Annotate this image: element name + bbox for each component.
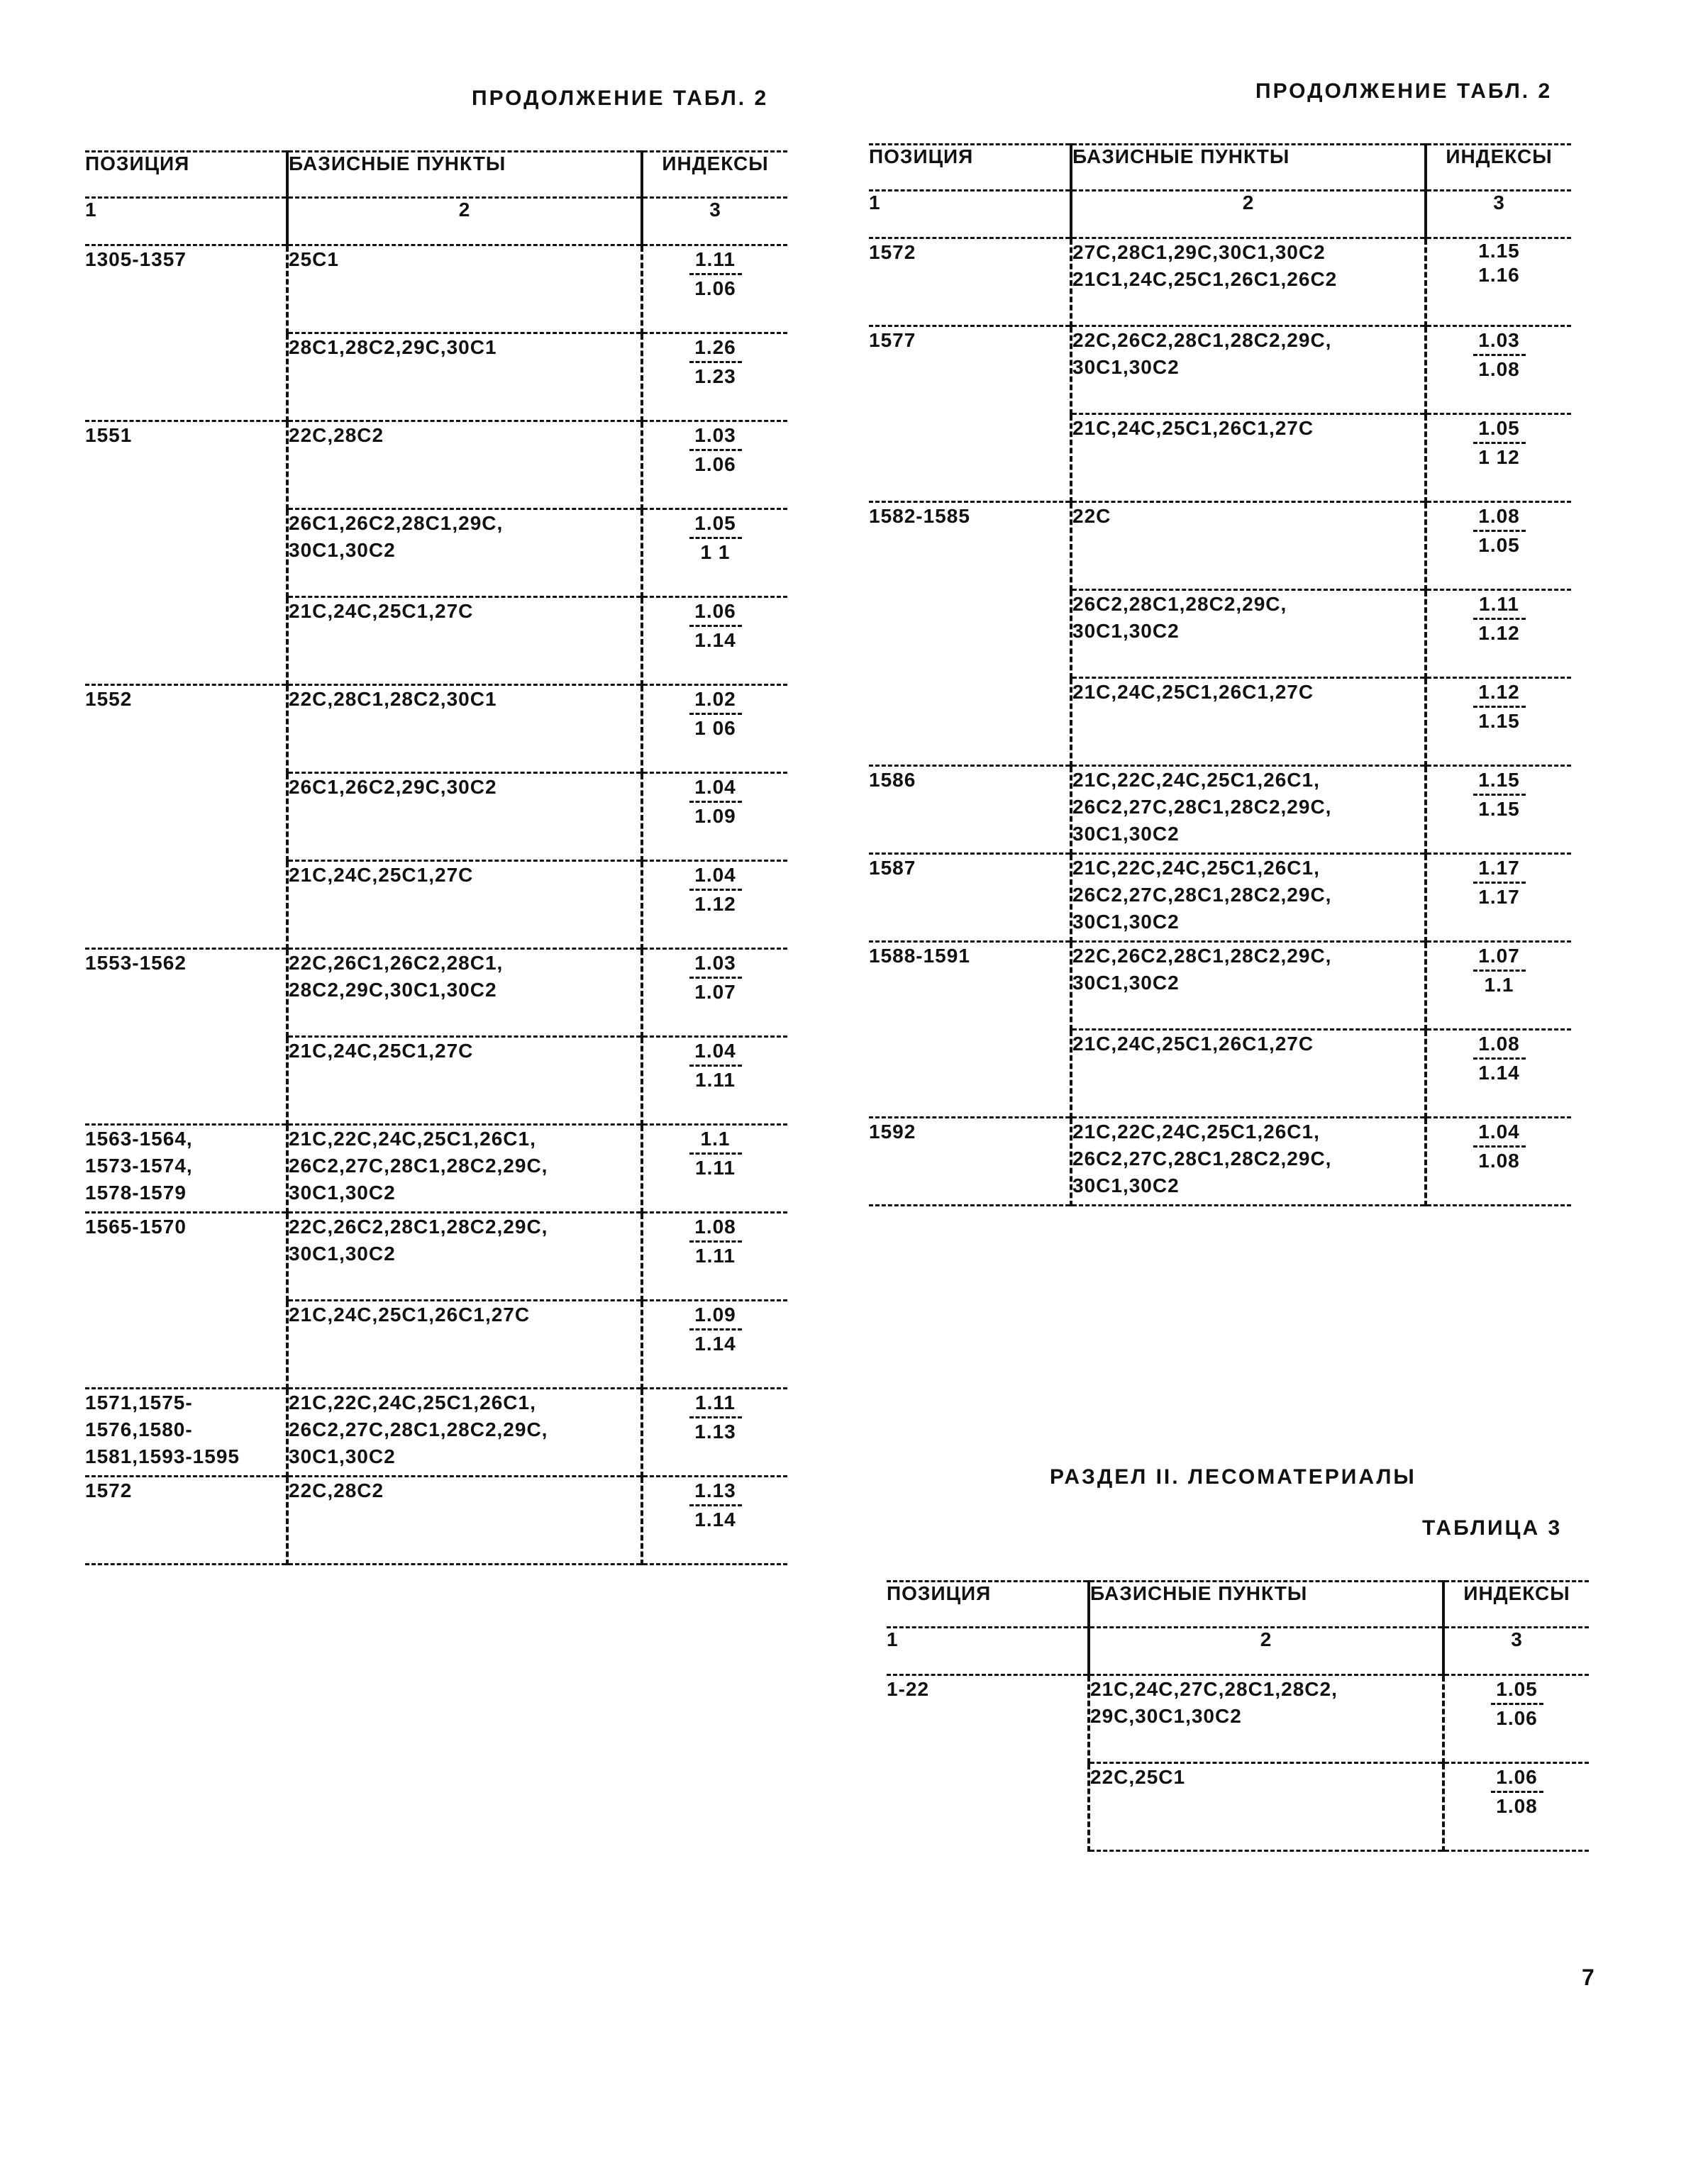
basis-points-cell bbox=[287, 1213, 642, 1301]
text-line: 1553-1562 bbox=[85, 952, 187, 974]
index-cell bbox=[642, 1301, 787, 1389]
text-line: 22С bbox=[1072, 505, 1111, 527]
page-number: 7 bbox=[1582, 1965, 1595, 1990]
index-cell bbox=[1426, 766, 1571, 854]
index-value-top: 1.03 bbox=[694, 952, 736, 974]
index-value-top: 1.04 bbox=[694, 864, 736, 886]
text-line: 26С2,28С1,28С2,29С, bbox=[1072, 593, 1287, 615]
index-value-bottom: 1.15 bbox=[1478, 798, 1520, 820]
index-cell bbox=[1426, 502, 1571, 590]
position-cell bbox=[85, 1389, 287, 1477]
position-cell bbox=[85, 1477, 287, 1565]
continuation-title: ПРОДОЛЖЕНИЕ ТАБЛ. 2 bbox=[472, 87, 769, 110]
index-value-bottom: 1.14 bbox=[694, 629, 736, 651]
index-value-top: 1.08 bbox=[1478, 505, 1520, 527]
basis-points-cell bbox=[287, 509, 642, 597]
basis-points-cell bbox=[1071, 942, 1426, 1030]
basis-points-cell bbox=[287, 245, 642, 333]
table-row bbox=[85, 1213, 787, 1301]
text-line: 1573-1574, bbox=[85, 1155, 193, 1177]
position-cell bbox=[85, 1213, 287, 1389]
index-value-bottom: 1.08 bbox=[1478, 1150, 1520, 1172]
continuation-title: ПРОДОЛЖЕНИЕ ТАБЛ. 2 bbox=[1255, 79, 1553, 103]
text-line: 25С1 bbox=[289, 248, 339, 270]
index-value-bottom: 1.14 bbox=[1478, 1062, 1520, 1084]
basis-points-cell bbox=[287, 861, 642, 949]
header-num-1: 1 bbox=[887, 1628, 1089, 1675]
text-line: 21С1,24С,25С1,26С1,26С2 bbox=[1072, 268, 1338, 290]
table-row bbox=[85, 1477, 787, 1565]
position-cell bbox=[869, 854, 1071, 942]
basis-points-cell bbox=[1071, 502, 1426, 590]
header-num-3: 3 bbox=[642, 198, 787, 245]
text-line: 21С,22С,24С,25С1,26С1, bbox=[289, 1128, 536, 1150]
index-cell bbox=[642, 1477, 787, 1565]
basis-points-cell bbox=[287, 597, 642, 685]
index-value-bottom: 1.11 bbox=[695, 1245, 736, 1267]
basis-points-cell bbox=[1071, 238, 1426, 326]
index-values bbox=[643, 1477, 787, 1533]
table-row bbox=[85, 1389, 787, 1477]
index-value-bottom: 1.06 bbox=[694, 453, 736, 475]
header-position: ПОЗИЦИЯ bbox=[85, 152, 287, 198]
text-line: 30С1,30С2 bbox=[1072, 823, 1180, 845]
index-cell bbox=[642, 1037, 787, 1125]
header-points: БАЗИСНЫЕ ПУНКТЫ bbox=[1071, 145, 1426, 191]
index-values bbox=[643, 246, 787, 302]
text-line: 30С1,30С2 bbox=[1072, 356, 1180, 378]
text-line: 1581,1593-1595 bbox=[85, 1445, 240, 1467]
table-row bbox=[887, 1675, 1589, 1763]
index-values bbox=[1427, 1118, 1571, 1174]
index-values bbox=[643, 950, 787, 1006]
index-values bbox=[643, 422, 787, 478]
table-row bbox=[869, 326, 1571, 414]
header-points: БАЗИСНЫЕ ПУНКТЫ bbox=[1089, 1582, 1443, 1628]
index-cell bbox=[1426, 854, 1571, 942]
text-line: 26С2,27С,28С1,28С2,29С, bbox=[1072, 884, 1332, 906]
header-indexes: ИНДЕКСЫ bbox=[642, 152, 787, 198]
text-line: 28С2,29С,30С1,30С2 bbox=[289, 979, 497, 1001]
basis-points-cell bbox=[1071, 854, 1426, 942]
text-line: 30С1,30С2 bbox=[289, 1182, 396, 1204]
index-cell bbox=[642, 685, 787, 773]
index-values bbox=[1427, 943, 1571, 999]
index-value-top: 1.11 bbox=[1479, 593, 1519, 615]
position-cell bbox=[85, 245, 287, 421]
index-value-bottom: 1.1 bbox=[1484, 974, 1514, 996]
position-cell bbox=[869, 942, 1071, 1118]
text-line: 1577 bbox=[869, 329, 916, 351]
index-cell bbox=[642, 861, 787, 949]
header-num-3: 3 bbox=[1443, 1628, 1589, 1675]
position-cell bbox=[869, 1118, 1071, 1206]
index-value-bottom: 1.13 bbox=[694, 1421, 736, 1443]
text-line: 1578-1579 bbox=[85, 1182, 187, 1204]
basis-points-cell bbox=[1071, 1118, 1426, 1206]
index-values bbox=[643, 334, 787, 390]
text-line: 21С,22С,24С,25С1,26С1, bbox=[1072, 1121, 1320, 1143]
index-value-top: 1.11 bbox=[695, 1392, 736, 1413]
position-cell bbox=[869, 238, 1071, 326]
text-line: 22С,28С2 bbox=[289, 424, 384, 446]
index-value-bottom: 1.06 bbox=[1496, 1707, 1538, 1729]
header-indexes: ИНДЕКСЫ bbox=[1426, 145, 1571, 191]
header-indexes: ИНДЕКСЫ bbox=[1443, 1582, 1589, 1628]
index-value-top: 1.04 bbox=[694, 776, 736, 798]
basis-points-cell bbox=[1071, 590, 1426, 678]
index-value-top: 1.08 bbox=[1478, 1033, 1520, 1055]
text-line: 22С,25С1 bbox=[1090, 1766, 1186, 1788]
index-values bbox=[643, 1213, 787, 1270]
basis-points-cell bbox=[1089, 1675, 1443, 1763]
text-line: 21С,24С,25С1,27С bbox=[289, 1040, 474, 1062]
index-value-top: 1.02 bbox=[694, 688, 736, 710]
index-value-bottom: 1.08 bbox=[1496, 1795, 1538, 1817]
index-cell bbox=[1443, 1675, 1589, 1763]
index-value-top: 1.07 bbox=[1478, 945, 1520, 967]
text-line: 26С2,27С,28С1,28С2,29С, bbox=[289, 1418, 548, 1440]
text-line: 1552 bbox=[85, 688, 133, 710]
index-values bbox=[1427, 855, 1571, 911]
index-values bbox=[643, 1389, 787, 1445]
text-line: 21С,24С,25С1,26С1,27С bbox=[1072, 417, 1314, 439]
header-num-2: 2 bbox=[1089, 1628, 1443, 1675]
text-line: 21С,24С,25С1,26С1,27С bbox=[1072, 681, 1314, 703]
index-value-bottom: 1.16 bbox=[1478, 264, 1520, 286]
basis-points-cell bbox=[287, 1125, 642, 1213]
index-value-top: 1.06 bbox=[1496, 1766, 1538, 1788]
index-values bbox=[643, 1126, 787, 1182]
basis-points-cell bbox=[1071, 326, 1426, 414]
table-row bbox=[85, 421, 787, 509]
index-value-bottom: 1.17 bbox=[1478, 886, 1520, 908]
text-line: 21С,22С,24С,25С1,26С1, bbox=[289, 1392, 536, 1413]
text-line: 1565-1570 bbox=[85, 1216, 187, 1238]
index-value-top: 1.05 bbox=[1478, 417, 1520, 439]
header-num-1: 1 bbox=[869, 191, 1071, 238]
text-line: 1587 bbox=[869, 857, 916, 879]
index-cell bbox=[642, 1389, 787, 1477]
index-cell bbox=[1426, 238, 1571, 326]
table-row bbox=[869, 238, 1571, 326]
basis-points-cell bbox=[1089, 1763, 1443, 1851]
text-line: 26С1,26С2,28С1,29С, bbox=[289, 512, 504, 534]
basis-points-cell bbox=[1071, 678, 1426, 766]
basis-points-cell bbox=[287, 773, 642, 861]
text-line: 21С,24С,25С1,26С1,27С bbox=[289, 1304, 531, 1326]
text-line: 30С1,30С2 bbox=[289, 1243, 396, 1265]
text-line: 1571,1575- bbox=[85, 1392, 193, 1413]
text-line: 26С2,27С,28С1,28С2,29С, bbox=[1072, 796, 1332, 818]
basis-points-cell bbox=[1071, 1030, 1426, 1118]
index-values bbox=[1427, 327, 1571, 383]
index-value-top: 1.04 bbox=[694, 1040, 736, 1062]
position-cell bbox=[85, 1125, 287, 1213]
text-line: 22С,28С2 bbox=[289, 1479, 384, 1501]
text-line: 1551 bbox=[85, 424, 133, 446]
table-row bbox=[85, 685, 787, 773]
index-value-top: 1.13 bbox=[694, 1479, 736, 1501]
index-cell bbox=[642, 421, 787, 509]
index-cell bbox=[1426, 590, 1571, 678]
index-values bbox=[643, 862, 787, 918]
index-value-top: 1.03 bbox=[1478, 329, 1520, 351]
text-line: 21С,24С,25С1,26С1,27С bbox=[1072, 1033, 1314, 1055]
index-value-bottom: 1.23 bbox=[694, 365, 736, 387]
text-line: 21С,22С,24С,25С1,26С1, bbox=[1072, 769, 1320, 791]
index-value-top: 1.15 bbox=[1478, 769, 1520, 791]
position-cell bbox=[869, 502, 1071, 766]
index-cell bbox=[1426, 1118, 1571, 1206]
index-value-top: 1.08 bbox=[694, 1216, 736, 1238]
index-value-top: 1.17 bbox=[1478, 857, 1520, 879]
basis-points-cell bbox=[287, 421, 642, 509]
index-cell bbox=[642, 773, 787, 861]
text-line: 27С,28С1,29С,30С1,30С2 bbox=[1072, 241, 1326, 263]
header-num-3: 3 bbox=[1426, 191, 1571, 238]
index-values bbox=[643, 598, 787, 654]
basis-points-cell bbox=[1071, 766, 1426, 854]
position-cell bbox=[85, 949, 287, 1125]
text-line: 29С,30С1,30С2 bbox=[1090, 1705, 1242, 1727]
text-line: 21С,22С,24С,25С1,26С1, bbox=[1072, 857, 1320, 879]
text-line: 26С2,27С,28С1,28С2,29С, bbox=[289, 1155, 548, 1177]
index-value-top: 1.1 bbox=[700, 1128, 731, 1150]
index-cell bbox=[642, 1213, 787, 1301]
text-line: 1592 bbox=[869, 1121, 916, 1143]
text-line: 1305-1357 bbox=[85, 248, 187, 270]
index-value-top: 1.09 bbox=[694, 1304, 736, 1326]
basis-points-cell bbox=[287, 1389, 642, 1477]
index-cell bbox=[1426, 326, 1571, 414]
text-line: 22С,26С1,26С2,28С1, bbox=[289, 952, 504, 974]
index-values bbox=[1427, 239, 1571, 287]
text-line: 1563-1564, bbox=[85, 1128, 193, 1150]
index-cell bbox=[642, 509, 787, 597]
table-row bbox=[85, 245, 787, 333]
index-value-bottom: 1.06 bbox=[694, 277, 736, 299]
text-line: 21С,24С,27С,28С1,28С2, bbox=[1090, 1678, 1338, 1700]
index-value-bottom: 1.14 bbox=[694, 1333, 736, 1355]
text-line: 28С1,28С2,29С,30С1 bbox=[289, 336, 497, 358]
index-value-top: 1.05 bbox=[1496, 1678, 1538, 1700]
basis-points-cell bbox=[1071, 414, 1426, 502]
index-values bbox=[643, 510, 787, 566]
index-values bbox=[643, 774, 787, 830]
text-line: 1572 bbox=[869, 241, 916, 263]
text-line: 30С1,30С2 bbox=[1072, 972, 1180, 994]
header-num-1: 1 bbox=[85, 198, 287, 245]
index-values bbox=[643, 686, 787, 742]
text-line: 1586 bbox=[869, 769, 916, 791]
text-line: 22С,26С2,28С1,28С2,29С, bbox=[1072, 945, 1332, 967]
index-value-top: 1.26 bbox=[694, 336, 736, 358]
index-value-bottom: 1.09 bbox=[694, 805, 736, 827]
text-line: 30С1,30С2 bbox=[1072, 1174, 1180, 1196]
index-cell bbox=[642, 245, 787, 333]
header-position: ПОЗИЦИЯ bbox=[869, 145, 1071, 191]
index-value-top: 1.05 bbox=[694, 512, 736, 534]
index-value-bottom: 1.08 bbox=[1478, 358, 1520, 380]
text-line: 21С,24С,25С1,27С bbox=[289, 600, 474, 622]
section-title: РАЗДЕЛ II. ЛЕСОМАТЕРИАЛЫ bbox=[1050, 1465, 1416, 1489]
table-row bbox=[869, 766, 1571, 854]
header-points: БАЗИСНЫЕ ПУНКТЫ bbox=[287, 152, 642, 198]
index-table-left bbox=[85, 150, 787, 1565]
index-value-bottom: 1.12 bbox=[1478, 622, 1520, 644]
index-cell bbox=[1426, 678, 1571, 766]
text-line: 22С,26С2,28С1,28С2,29С, bbox=[1072, 329, 1332, 351]
text-line: 30С1,30С2 bbox=[289, 539, 396, 561]
index-cell bbox=[642, 949, 787, 1037]
text-line: 1576,1580- bbox=[85, 1418, 193, 1440]
index-values bbox=[1445, 1676, 1589, 1732]
text-line: 30С1,30С2 bbox=[1072, 911, 1180, 933]
index-cell bbox=[1426, 942, 1571, 1030]
text-line: 26С2,27С,28С1,28С2,29С, bbox=[1072, 1148, 1332, 1170]
position-cell bbox=[85, 421, 287, 685]
text-line: 30С1,30С2 bbox=[1072, 620, 1180, 642]
index-value-bottom: 1.12 bbox=[694, 893, 736, 915]
text-line: 1-22 bbox=[887, 1678, 930, 1700]
index-table-right bbox=[869, 143, 1571, 1206]
table-row bbox=[869, 942, 1571, 1030]
index-value-top: 1.06 bbox=[694, 600, 736, 622]
index-cell bbox=[642, 597, 787, 685]
text-line: 22С,28С1,28С2,30С1 bbox=[289, 688, 497, 710]
basis-points-cell bbox=[287, 1301, 642, 1389]
basis-points-cell bbox=[287, 333, 642, 421]
index-cell bbox=[1443, 1763, 1589, 1851]
table-row bbox=[85, 949, 787, 1037]
index-values bbox=[1445, 1764, 1589, 1820]
basis-points-cell bbox=[287, 1477, 642, 1565]
position-cell bbox=[869, 766, 1071, 854]
index-value-bottom: 1.07 bbox=[694, 981, 736, 1003]
text-line: 26С1,26С2,29С,30С2 bbox=[289, 776, 497, 798]
index-values bbox=[1427, 415, 1571, 471]
index-value-bottom: 1.15 bbox=[1478, 710, 1520, 732]
text-line: 1582-1585 bbox=[869, 505, 970, 527]
index-value-bottom: 1.05 bbox=[1478, 534, 1520, 556]
index-value-bottom: 1 12 bbox=[1478, 446, 1520, 468]
index-value-top: 1.15 bbox=[1478, 240, 1520, 262]
position-cell bbox=[85, 685, 287, 949]
text-line: 21С,24С,25С1,27С bbox=[289, 864, 474, 886]
index-values bbox=[643, 1301, 787, 1357]
index-cell bbox=[1426, 1030, 1571, 1118]
table-3-label: ТАБЛИЦА 3 bbox=[1422, 1516, 1563, 1540]
index-value-top: 1.04 bbox=[1478, 1121, 1520, 1143]
index-cell bbox=[642, 333, 787, 421]
header-num-2: 2 bbox=[287, 198, 642, 245]
text-line: 1588-1591 bbox=[869, 945, 970, 967]
basis-points-cell bbox=[287, 685, 642, 773]
table-row bbox=[869, 1118, 1571, 1206]
index-cell bbox=[1426, 414, 1571, 502]
index-value-bottom: 1.11 bbox=[695, 1157, 736, 1179]
text-line: 30С1,30С2 bbox=[289, 1445, 396, 1467]
table-row bbox=[869, 502, 1571, 590]
index-values bbox=[643, 1038, 787, 1094]
index-values bbox=[1427, 503, 1571, 559]
index-value-top: 1.03 bbox=[694, 424, 736, 446]
index-values bbox=[1427, 679, 1571, 735]
position-cell bbox=[887, 1675, 1089, 1851]
index-cell bbox=[642, 1125, 787, 1213]
index-table-3 bbox=[887, 1580, 1589, 1852]
index-value-bottom: 1.14 bbox=[694, 1509, 736, 1531]
index-values bbox=[1427, 1031, 1571, 1087]
index-values bbox=[1427, 591, 1571, 647]
table-row bbox=[85, 1125, 787, 1213]
index-value-top: 1.11 bbox=[695, 248, 736, 270]
index-values bbox=[1427, 767, 1571, 823]
position-cell bbox=[869, 326, 1071, 502]
table-row bbox=[869, 854, 1571, 942]
index-value-bottom: 1 06 bbox=[694, 717, 736, 739]
index-value-top: 1.12 bbox=[1478, 681, 1520, 703]
index-value-bottom: 1 1 bbox=[700, 541, 731, 563]
text-line: 22С,26С2,28С1,28С2,29С, bbox=[289, 1216, 548, 1238]
header-num-2: 2 bbox=[1071, 191, 1426, 238]
header-position: ПОЗИЦИЯ bbox=[887, 1582, 1089, 1628]
basis-points-cell bbox=[287, 1037, 642, 1125]
text-line: 1572 bbox=[85, 1479, 133, 1501]
index-value-bottom: 1.11 bbox=[695, 1069, 736, 1091]
basis-points-cell bbox=[287, 949, 642, 1037]
